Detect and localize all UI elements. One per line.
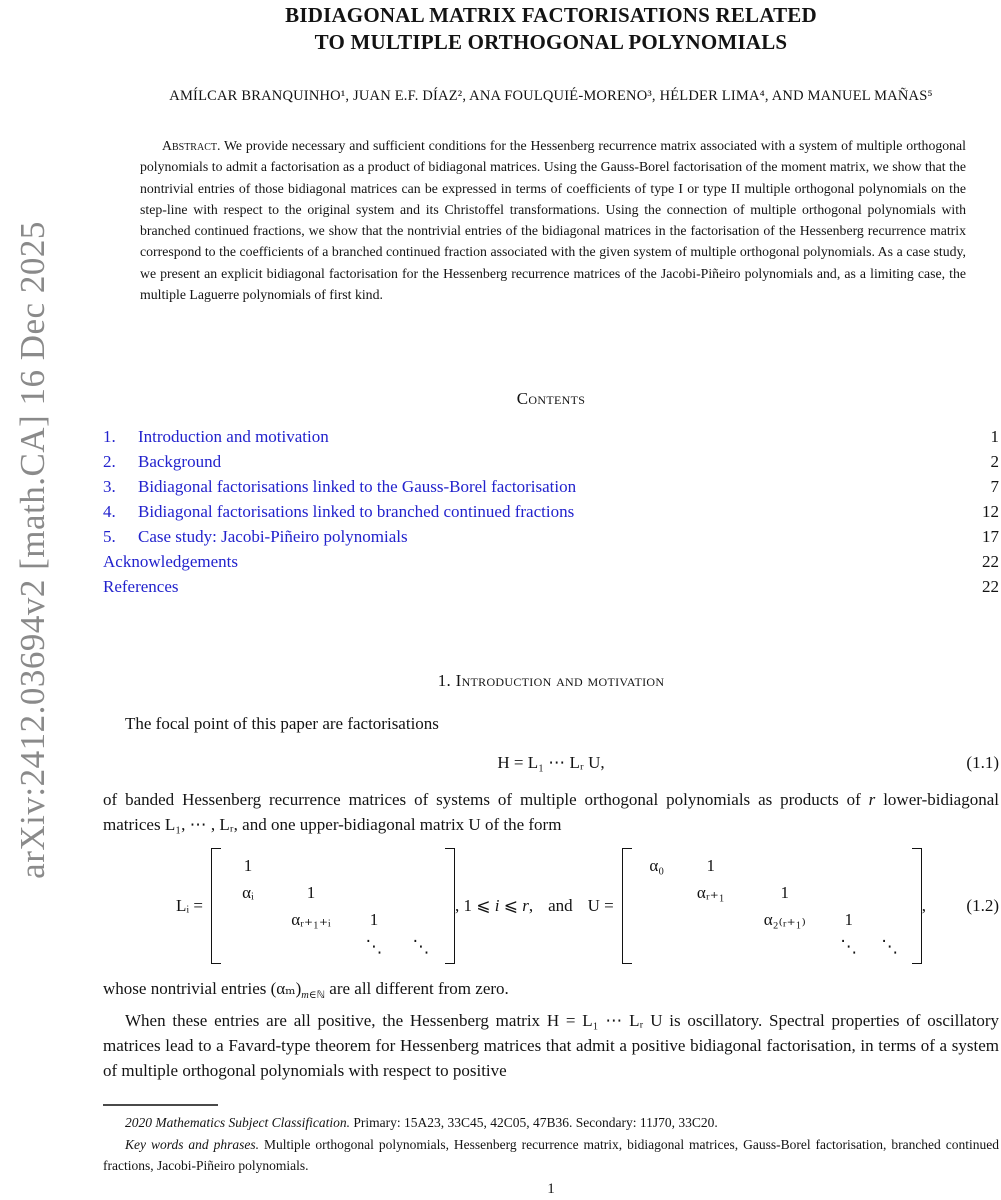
matrix-L-lhs: Lᵢ = xyxy=(175,896,203,916)
footnote-keywords xyxy=(103,1134,999,1177)
math-var-i: i xyxy=(494,896,500,916)
keywords-list: Multiple orthogonal polynomials, Hessenberg recurrence matrix, bidiagonal matrices, Gauss-Borel factorisation, branched continued fractions, Jacobi-Piñeiro polynomials. xyxy=(103,1136,999,1173)
abstract-label: Abstract. xyxy=(162,138,221,153)
math-text: , xyxy=(528,896,534,916)
matrix-cell: ⋱ xyxy=(412,936,430,956)
toc-item-number[interactable]: 2. xyxy=(103,452,116,472)
toc-item-background[interactable] xyxy=(103,449,999,474)
matrix-cell: αᵢ xyxy=(242,882,254,902)
toc-item-introduction[interactable] xyxy=(103,424,999,449)
toc-page-number: 22 xyxy=(982,577,999,597)
matrix-cell: 1 xyxy=(780,882,790,902)
toc-item-references[interactable] xyxy=(103,574,999,599)
math-text: , 1 ⩽ xyxy=(454,896,495,916)
equation-1-1-body: H = L₁ ⋯ Lᵣ U, xyxy=(497,753,605,773)
toc-item-case-study[interactable] xyxy=(103,524,999,549)
matrix-U-lhs: U = xyxy=(587,896,614,916)
toc-item-number[interactable]: 3. xyxy=(103,477,116,497)
paragraph-banded-hessenberg xyxy=(103,787,999,837)
toc-link[interactable]: Introduction and motivation xyxy=(138,427,329,447)
toc-link[interactable]: Bidiagonal factorisations linked to branched continued fractions xyxy=(138,502,575,522)
matrix-cell: ⋱ xyxy=(881,936,899,956)
equation-end-comma: , xyxy=(921,896,927,916)
section-title: Introduction and motivation xyxy=(455,671,665,691)
toc-page-number: 1 xyxy=(990,427,999,447)
matrix-cell: αᵣ₊₁ xyxy=(696,882,725,902)
keywords-label: Key words and phrases. xyxy=(125,1136,259,1152)
toc-page-number: 12 xyxy=(982,502,999,522)
paragraph-text: of banded Hessenberg recurrence matrices of systems of multiple orthogonal polynomials as products of xyxy=(103,790,869,810)
toc-link[interactable]: Case study: Jacobi-Piñeiro polynomials xyxy=(138,527,408,547)
arxiv-watermark: arXiv:2412.03694v2 [math.CA] 16 Dec 2025 xyxy=(13,221,52,879)
paper-content xyxy=(103,0,999,1200)
paragraph-focal-point: The focal point of this paper are factorisations xyxy=(125,714,439,734)
equation-1-2 xyxy=(103,846,999,966)
table-of-contents xyxy=(103,424,999,599)
math-subscript: m∈ℕ xyxy=(301,990,326,1002)
toc-link[interactable]: Background xyxy=(138,452,222,472)
paper-title-line1: BIDIAGONAL MATRIX FACTORISATIONS RELATED xyxy=(285,3,817,27)
equation-1-1 xyxy=(103,751,999,775)
msc-label: 2020 Mathematics Subject Classification. xyxy=(125,1115,350,1130)
matrix-cell: 1 xyxy=(243,855,253,875)
toc-page-number: 7 xyxy=(990,477,999,497)
toc-page-number: 22 xyxy=(982,552,999,572)
matrix-cell: ⋱ xyxy=(365,936,383,956)
toc-item-gauss-borel[interactable] xyxy=(103,474,999,499)
toc-item-number[interactable]: 5. xyxy=(103,527,116,547)
toc-item-number[interactable]: 4. xyxy=(103,502,116,522)
toc-link[interactable]: Acknowledgements xyxy=(103,552,239,572)
left-bracket xyxy=(211,848,221,964)
toc-page-number: 2 xyxy=(990,452,999,472)
matrix-cell: α₂₍ᵣ₊₁₎ xyxy=(763,909,806,929)
paragraph-text: are all different from zero. xyxy=(325,979,509,999)
paragraph-oscillatory: When these entries are all positive, the Hessenberg matrix H = L₁ ⋯ Lᵣ U is oscillatory. Spectral properties of oscillatory matrices lead to a Favard-type theorem for Hessenberg matrices that admit a positive bidiagonal factorisation, in terms of a system of multiple orthogonal polynomials with respect to positive xyxy=(103,1011,999,1081)
equation-tag: (1.2) xyxy=(966,896,999,916)
equation-tag: (1.1) xyxy=(966,753,999,773)
paragraph-nontrivial-entries xyxy=(103,976,999,1008)
matrix-cell: 1 xyxy=(306,882,316,902)
matrix-U-grid xyxy=(632,848,912,964)
math-var-r: r xyxy=(522,896,529,916)
author-line: AMÍLCAR BRANQUINHO¹, JUAN E.F. DÍAZ², ANA FOULQUIÉ-MORENO³, HÉLDER LIMA⁴, AND MANUEL MAÑAS⁵ xyxy=(169,88,933,104)
paragraph-text: lower-bidiagonal matrices L₁, ⋯ , Lᵣ, and one upper-bidiagonal matrix U of the form xyxy=(103,790,999,835)
toc-link[interactable]: References xyxy=(103,577,179,597)
contents-heading: Contents xyxy=(516,389,586,409)
right-bracket xyxy=(912,848,922,964)
and-text: and xyxy=(548,896,573,916)
section-1-heading xyxy=(103,671,999,691)
toc-link[interactable]: Bidiagonal factorisations linked to the Gauss-Borel factorisation xyxy=(138,477,577,497)
matrix-U xyxy=(622,848,922,964)
paragraph-text: whose nontrivial entries (αₘ) xyxy=(103,979,302,999)
matrix-cell: 1 xyxy=(844,909,854,929)
right-bracket xyxy=(445,848,455,964)
footnote-rule xyxy=(103,1104,218,1106)
matrix-cell: α₀ xyxy=(649,855,665,875)
toc-item-acknowledgements[interactable] xyxy=(103,549,999,574)
matrix-L xyxy=(211,848,455,964)
toc-item-branched-fractions[interactable] xyxy=(103,499,999,524)
paper-title-line2: TO MULTIPLE ORTHOGONAL POLYNOMIALS xyxy=(314,30,788,54)
matrix-cell: 1 xyxy=(706,855,716,875)
abstract-text: We provide necessary and sufficient conditions for the Hessenberg recurrence matrix associated with a system of multiple orthogonal polynomials to admit a factorisation as a product of bidiagonal matrices. Using the Gauss-Borel factorisation of the moment matrix, we show that the nontrivial entries of those bidiagonal matrices can be expressed in terms of coefficients of type I or type II multiple orthogonal polynomials on the step-line with respect to the original system and its Christoffel transformations. Using the connection of multiple orthogonal polynomials with branched continued fractions, we show that the nontrivial entries of the bidiagonal matrices in the factorisation of the Hessenberg recurrence matrix correspond to the coefficients of a branched continued fraction associated with the given system of multiple orthogonal polynomials. As a case study, we present an explicit bidiagonal factorisation for the Hessenberg recurrence matrices of the Jacobi-Piñeiro polynomials and, as a limiting case, the multiple Laguerre polynomials of first kind. xyxy=(140,138,966,303)
equation-condition xyxy=(455,896,533,916)
math-text: ⩽ xyxy=(499,896,523,916)
math-var-r: r xyxy=(868,790,876,810)
section-number: 1. xyxy=(437,671,452,691)
footnote-block xyxy=(103,1104,999,1177)
footnote-msc xyxy=(103,1112,999,1134)
matrix-cell: 1 xyxy=(369,909,379,929)
paper-title xyxy=(103,2,999,56)
matrix-L-grid xyxy=(221,848,445,964)
toc-item-number[interactable]: 1. xyxy=(103,427,116,447)
abstract xyxy=(140,135,966,305)
matrix-cell: αᵣ₊₁₊ᵢ xyxy=(291,909,331,929)
matrix-cell: ⋱ xyxy=(840,936,858,956)
toc-page-number: 17 xyxy=(982,527,999,547)
page-number: 1 xyxy=(547,1181,555,1197)
msc-codes: Primary: 15A23, 33C45, 42C05, 47B36. Secondary: 11J70, 33C20. xyxy=(349,1115,718,1130)
left-bracket xyxy=(622,848,632,964)
